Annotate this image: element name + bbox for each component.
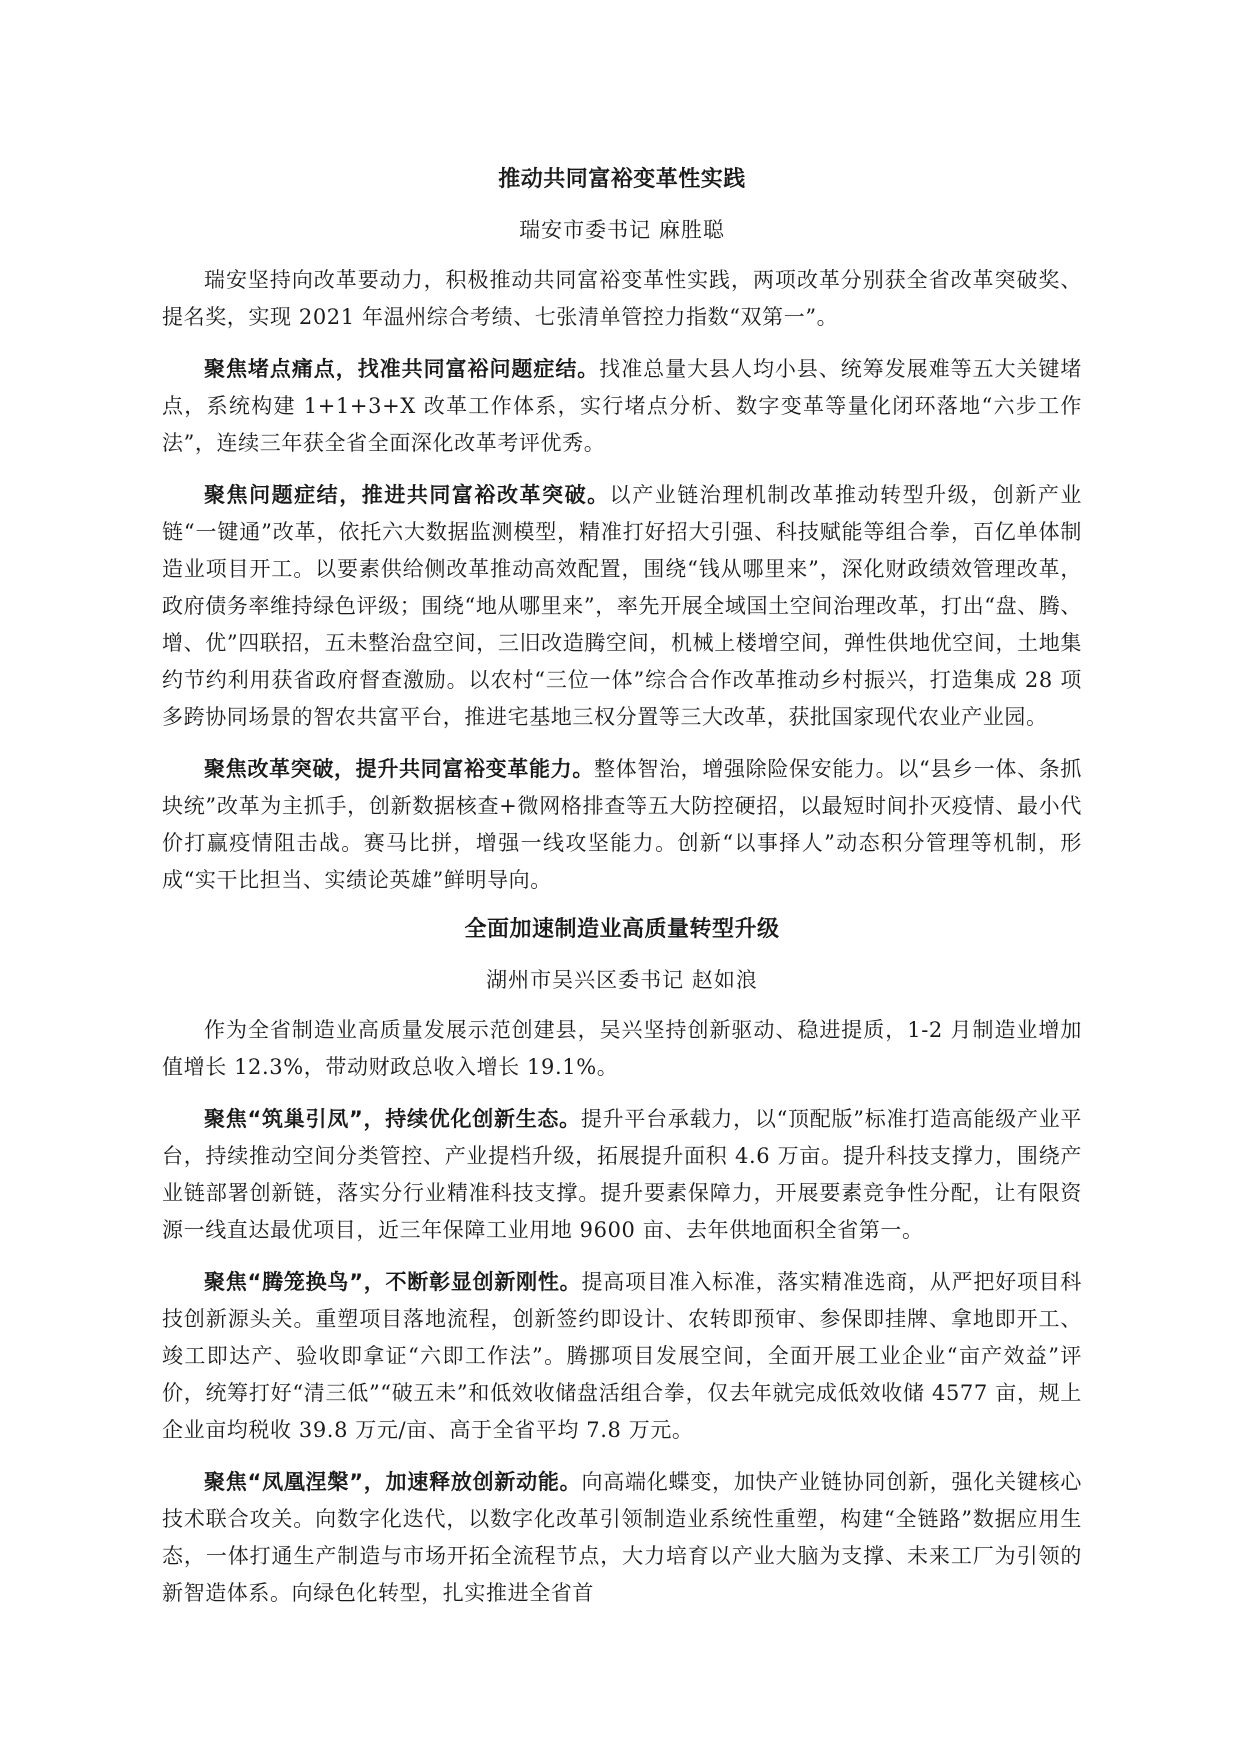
section-paragraph xyxy=(162,751,1082,899)
section-body: 以产业链治理机制改革推动转型升级，创新产业链“一键通”改革，依托六大数据监测模型，精准打好招大引强、科技赋能等组合拳，百亿单体制造业项目开工。以要素供给侧改革推动高效配置，围绕“钱从哪里来”，深化财政绩效管理改革，政府债务率维持绿色评级；围绕“地从哪里来”，率先开展全域国土空间治理改革，打出“盘、腾、增、优”四联招，五未整治盘空间，三旧改造腾空间，机械上楼增空间，弹性供地优空间，土地集约节约利用获省政府督查激励。以农村“三位一体”综合合作改革推动乡村振兴，打造集成 28 项多跨协同场景的智农共富平台，推进宅基地三权分置等三大改革，获批国家现代农业产业园。 xyxy=(162,483,1082,729)
document-body xyxy=(162,160,1082,1627)
article-byline: 湖州市吴兴区委书记 赵如浪 xyxy=(486,968,758,992)
section-body: 找准总量大县人均小县、统筹发展难等五大关键堵点，系统构建 1+1+3+X 改革工作体系，实行堵点分析、数字变革等量化闭环落地“六步工作法”，连续三年获全省全面深化改革考评优秀。 xyxy=(162,357,1082,455)
section-paragraph xyxy=(162,1101,1082,1249)
section-heading: 聚焦问题症结，推进共同富裕改革突破。 xyxy=(204,483,610,507)
section-body: 提升平台承载力，以“顶配版”标准打造高能级产业平台，持续推动空间分类管控、产业提档升级，拓展提升面积 4.6 万亩。提升科技支撑力，围绕产业链部署创新链，落实分行业精准科技支撑。提升要素保障力，开展要素竞争性分配，让有限资源一线直达最优项目，近三年保障工业用地 9600 亩、去年供地面积全省第一。 xyxy=(162,1107,1082,1242)
article-intro: 作为全省制造业高质量发展示范创建县，吴兴坚持创新驱动、稳进提质，1-2 月制造业增加值增长 12.3%，带动财政总收入增长 19.1%。 xyxy=(162,1018,1082,1079)
article-ruian xyxy=(162,160,1082,899)
section-heading: 聚焦“凤凰涅槃”，加速释放创新动能。 xyxy=(204,1470,582,1494)
article-intro: 瑞安坚持向改革要动力，积极推动共同富裕变革性实践，两项改革分别获全省改革突破奖、提名奖，实现 2021 年温州综合考绩、七张清单管控力指数“双第一”。 xyxy=(162,268,1082,329)
section-heading: 聚焦“筑巢引凤”，持续优化创新生态。 xyxy=(204,1107,581,1131)
section-paragraph xyxy=(162,351,1082,462)
section-heading: 聚焦改革突破，提升共同富裕变革能力。 xyxy=(204,757,594,781)
section-paragraph xyxy=(162,477,1082,736)
section-paragraph xyxy=(162,1464,1082,1612)
section-paragraph xyxy=(162,1264,1082,1449)
article-byline: 瑞安市委书记 麻胜聪 xyxy=(519,218,725,242)
section-heading: 聚焦堵点痛点，找准共同富裕问题症结。 xyxy=(204,357,600,381)
section-heading: 聚焦“腾笼换鸟”，不断彰显创新刚性。 xyxy=(204,1270,582,1294)
section-body: 提高项目准入标准，落实精准选商，从严把好项目科技创新源头关。重塑项目落地流程，创新签约即设计、农转即预审、参保即挂牌、拿地即开工、竣工即达产、验收即拿证“六即工作法”。腾挪项目发展空间，全面开展工业企业“亩产效益”评价，统筹打好“清三低”“破五未”和低效收储盘活组合拳，仅去年就完成低效收储 4577 亩，规上企业亩均税收 39.8 万元/亩、高于全省平均 7.8 万元。 xyxy=(162,1270,1082,1442)
article-title: 推动共同富裕变革性实践 xyxy=(498,167,746,192)
section-body: 向高端化蝶变，加快产业链协同创新，强化关键核心技术联合攻关。向数字化迭代，以数字化改革引领制造业系统性重塑，构建“全链路”数据应用生态，一体打通生产制造与市场开拓全流程节点，大力培育以产业大脑为支撑、未来工厂为引领的新智造体系。向绿色化转型，扎实推进全省首 xyxy=(162,1470,1082,1605)
section-body: 整体智治，增强除险保安能力。以“县乡一体、条抓块统”改革为主抓手，创新数据核查+微网格排查等五大防控硬招，以最短时间扑灭疫情、最小代价打赢疫情阻击战。赛马比拼，增强一线攻坚能力。创新“以事择人”动态积分管理等机制，形成“实干比担当、实绩论英雄”鲜明导向。 xyxy=(162,757,1082,892)
article-wuxing xyxy=(162,910,1082,1612)
article-title: 全面加速制造业高质量转型升级 xyxy=(464,917,780,942)
